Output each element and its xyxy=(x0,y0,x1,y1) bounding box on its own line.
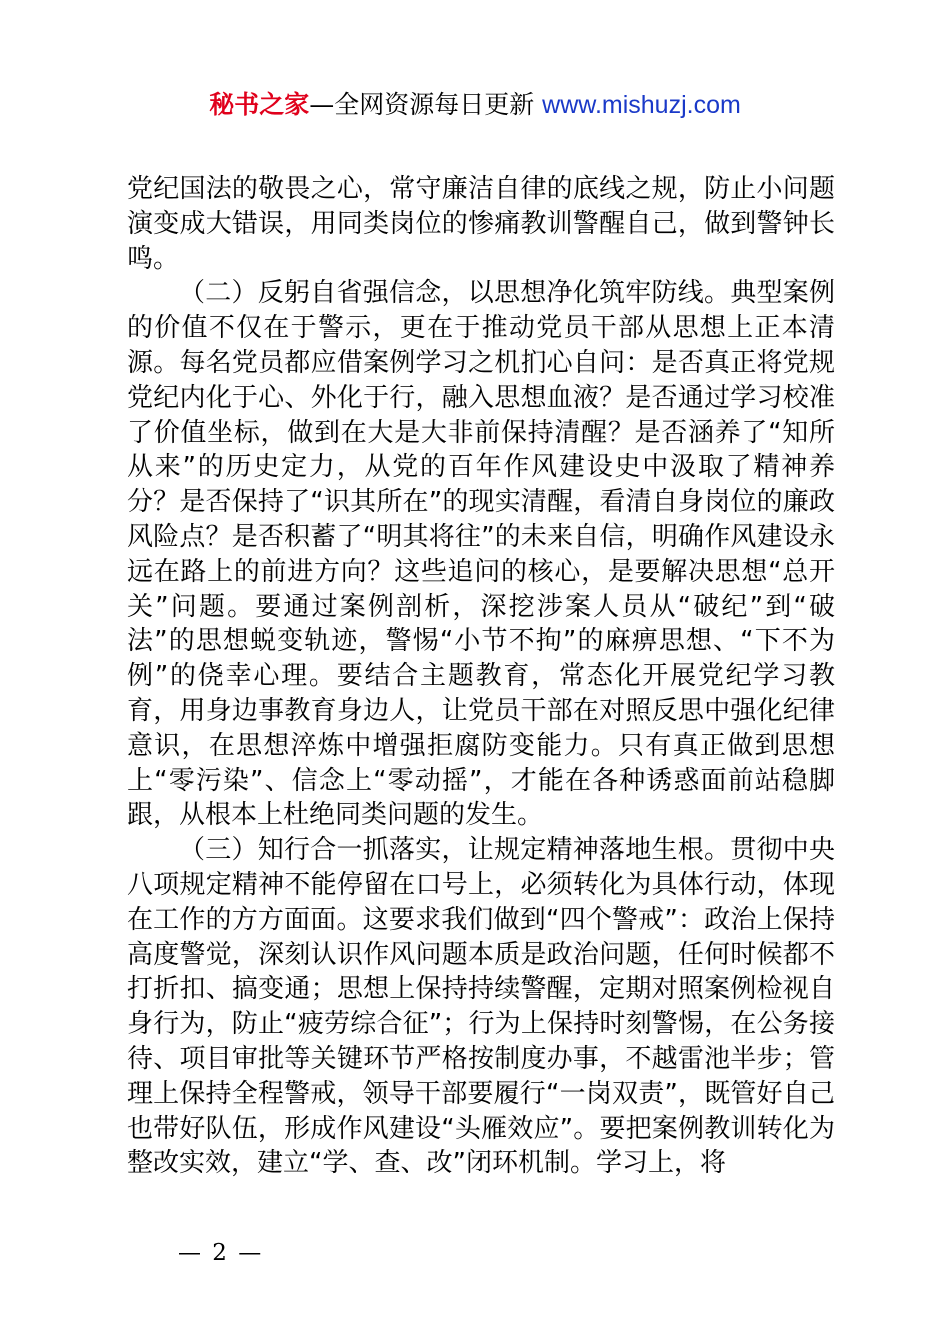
paragraph-section-2: （二）反躬自省强信念，以思想净化筑牢防线。典型案例的价值不仅在于警示，更在于推动党员干部从思想上正本清源。每名党员都应借案例学习之机扪心自问：是否真正将党规党纪内化于心、外化于行，融入思想血液？是否通过学习校准了价值坐标，做到在大是大非前保持清醒？是否涵养了“知所从来”的历史定力，从党的百年作风建设史中汲取了精神养分？是否保持了“识其所在”的现实清醒，看清自身岗位的廉政风险点？是否积蓄了“明其将往”的未来自信，明确作风建设永远在路上的前进方向？这些追问的核心，是要解决思想“总开关”问题。要通过案例剖析，深挖涉案人员从“破纪”到“破法”的思想蜕变轨迹，警惕“小节不拘”的麻痹思想、“下不为例”的侥幸心理。要结合主题教育，常态化开展党纪学习教育，用身边事教育身边人，让党员干部在对照反思中强化纪律意识，在思想淬炼中增强拒腐防变能力。只有真正做到思想上“零污染”、信念上“零动摇”，才能在各种诱惑面前站稳脚跟，从根本上杜绝同类问题的发生。 xyxy=(127,278,835,831)
paragraph-section-3: （三）知行合一抓落实，让规定精神落地生根。贯彻中央八项规定精神不能停留在口号上，必须转化为具体行动，体现在工作的方方面面。这要求我们做到“四个警戒”：政治上保持高度警觉，深刻认识作风问题本质是政治问题，任何时候都不打折扣、搞变通；思想上保持持续警醒，定期对照案例检视自身行为，防止“疲劳综合征”；行为上保持时刻警惕，在公务接待、项目审批等关键环节严格按制度办事，不越雷池半步；管理上保持全程警戒，领导干部要履行“一岗双责”，既管好自己也带好队伍，形成作风建设“头雁效应”。要把案例教训转化为整改实效，建立“学、查、改”闭环机制。学习上，将 xyxy=(127,835,835,1179)
site-url-link[interactable]: www.mishuzj.com xyxy=(542,91,741,119)
site-slogan: —全网资源每日更新 xyxy=(309,90,543,119)
site-brand: 秘书之家 xyxy=(209,90,310,119)
site-header-banner xyxy=(0,88,950,122)
paragraph-continued: 党纪国法的敬畏之心，常守廉洁自律的底线之规，防止小问题演变成大错误，用同类岗位的惨痛教训警醒自己，做到警钟长鸣。 xyxy=(127,174,835,274)
page-number: — 2 — xyxy=(178,1240,264,1266)
document-body xyxy=(127,172,835,1181)
